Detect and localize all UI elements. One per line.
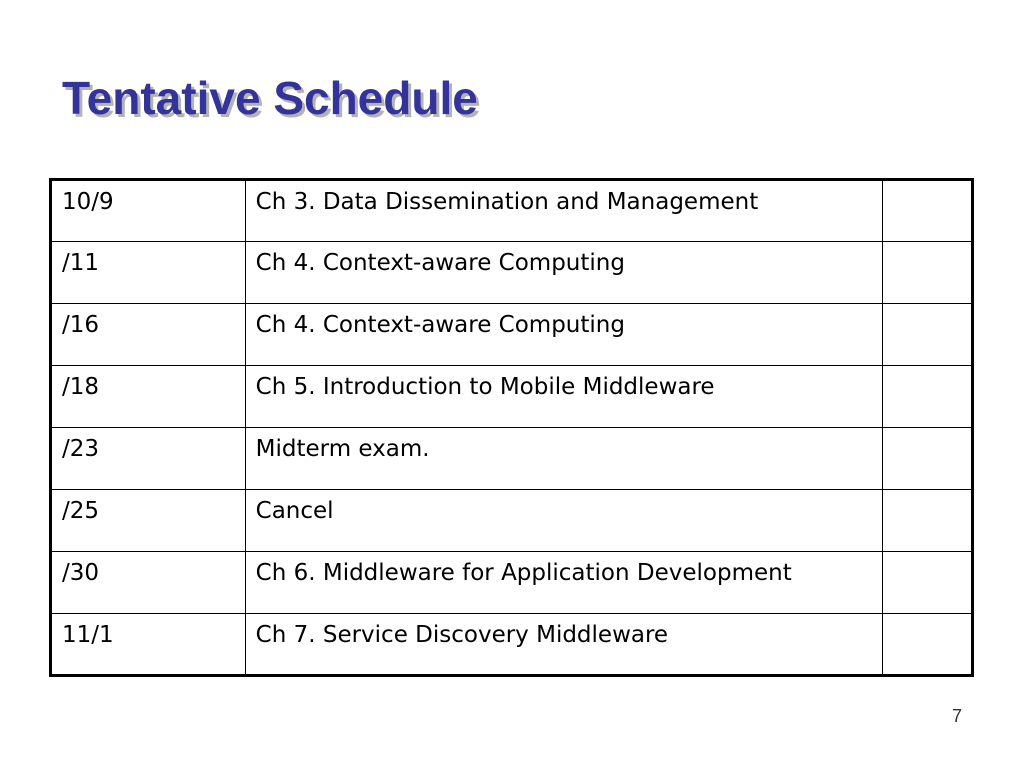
topic-cell: Ch 7. Service Discovery Middleware [245, 614, 882, 676]
note-cell [882, 366, 972, 428]
topic-cell: Midterm exam. [245, 428, 882, 490]
date-cell: /18 [51, 366, 246, 428]
date-cell: 10/9 [51, 180, 246, 242]
note-cell [882, 614, 972, 676]
note-cell [882, 428, 972, 490]
topic-cell: Ch 3. Data Dissemination and Management [245, 180, 882, 242]
table-row [51, 614, 973, 676]
table-row [51, 180, 973, 242]
date-cell: 11/1 [51, 614, 246, 676]
topic-cell: Ch 4. Context-aware Computing [245, 304, 882, 366]
date-cell: /23 [51, 428, 246, 490]
schedule-body [51, 180, 973, 676]
date-cell: /25 [51, 490, 246, 552]
note-cell [882, 180, 972, 242]
table-row [51, 552, 973, 614]
topic-cell: Ch 5. Introduction to Mobile Middleware [245, 366, 882, 428]
note-cell [882, 490, 972, 552]
table-row [51, 366, 973, 428]
date-cell: /11 [51, 242, 246, 304]
slide-title: Tentative Schedule [62, 72, 478, 124]
note-cell [882, 242, 972, 304]
page-number: 7 [951, 706, 962, 726]
table-row [51, 490, 973, 552]
schedule-table [49, 178, 974, 677]
topic-cell: Ch 6. Middleware for Application Development [245, 552, 882, 614]
table-row [51, 304, 973, 366]
topic-cell: Cancel [245, 490, 882, 552]
note-cell [882, 304, 972, 366]
table-row [51, 428, 973, 490]
date-cell: /30 [51, 552, 246, 614]
note-cell [882, 552, 972, 614]
date-cell: /16 [51, 304, 246, 366]
table-row [51, 242, 973, 304]
topic-cell: Ch 4. Context-aware Computing [245, 242, 882, 304]
